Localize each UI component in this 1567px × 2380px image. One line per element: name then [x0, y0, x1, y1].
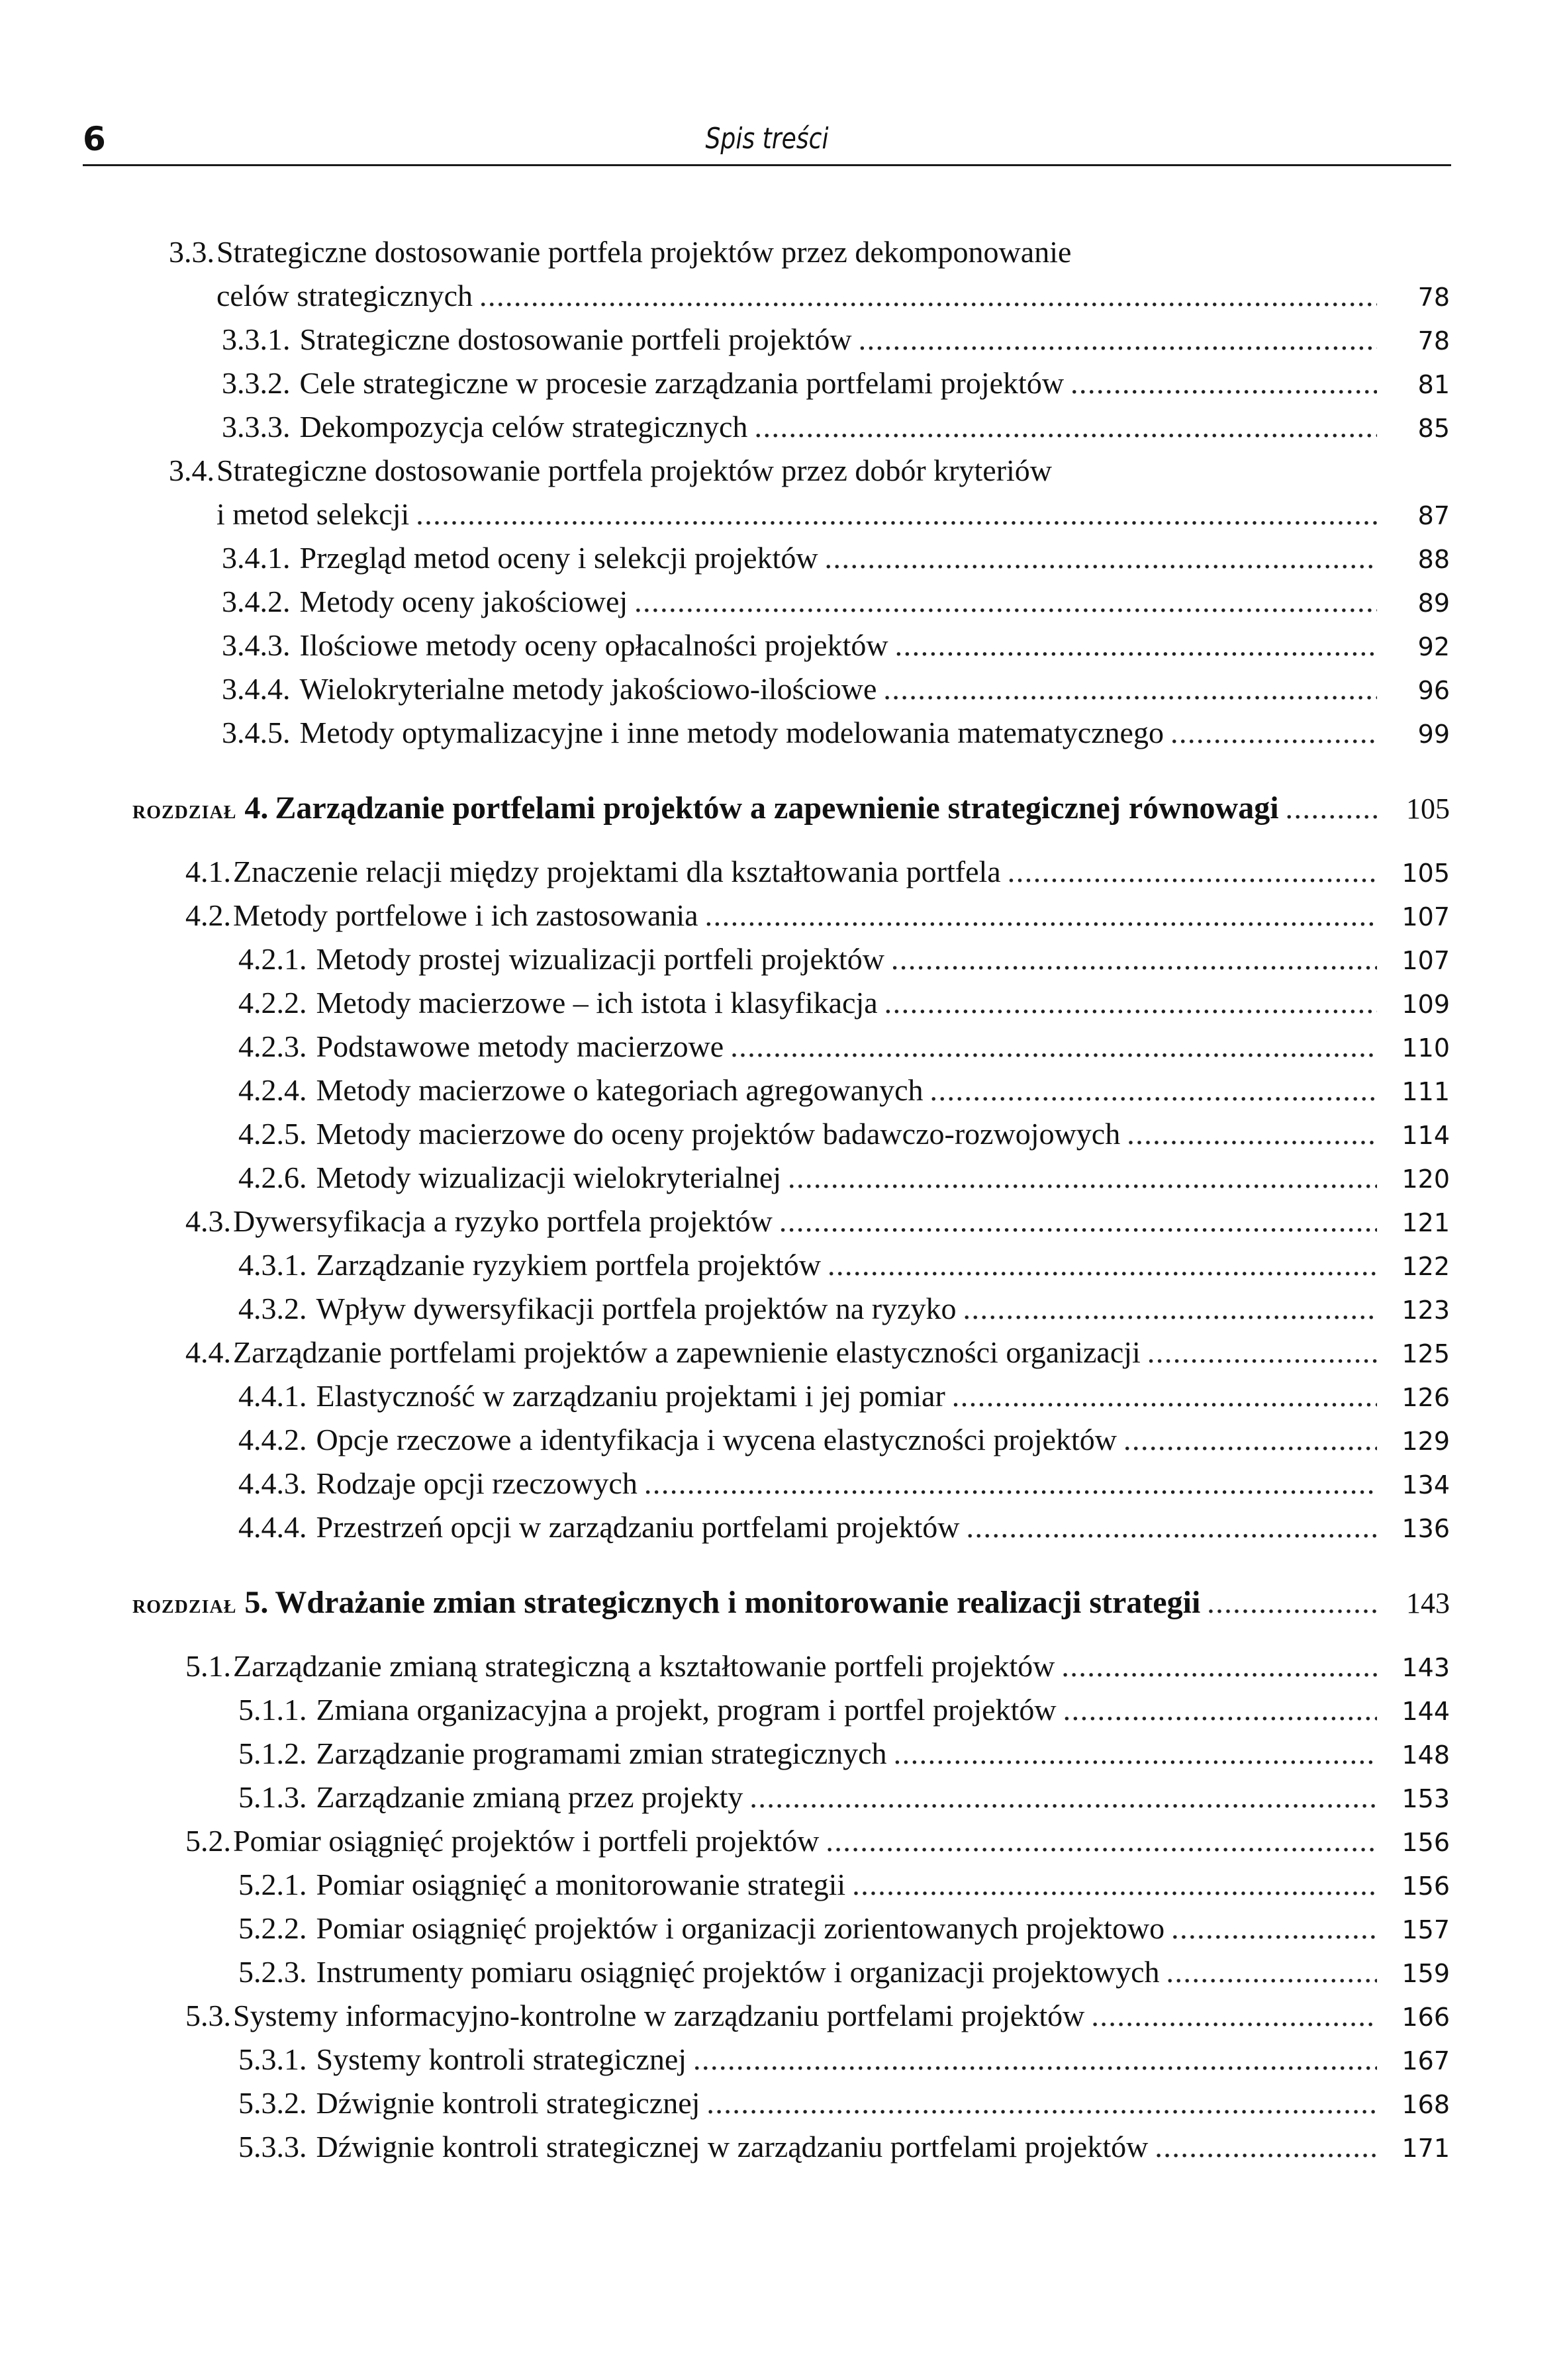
subsection-entry[interactable] [222, 667, 1450, 711]
dot-leader [1127, 1112, 1377, 1156]
subsection-entry[interactable] [238, 937, 1450, 981]
entry-page-number: 78 [1417, 283, 1450, 312]
section-entry[interactable] [185, 1644, 1450, 1688]
entry-title-wrap [238, 2038, 1377, 2081]
entry-number: 4.4.1. [238, 1379, 307, 1413]
entry-page-number: 109 [1401, 990, 1450, 1019]
dot-leader [1166, 1950, 1377, 1994]
dot-leader [730, 1025, 1377, 1069]
section-entry[interactable] [185, 850, 1450, 894]
dot-leader [1171, 1907, 1377, 1950]
entry-title-wrap [222, 536, 1377, 580]
entry-title: Metody optymalizacyjne i inne metody modelowania matematycznego [299, 716, 1164, 749]
entry-title: Instrumenty pomiaru osiągnięć projektów i organizacji projektowych [316, 1955, 1160, 1989]
entry-title: Pomiar osiągnięć a monitorowanie strategii [316, 1868, 846, 1901]
dot-leader [788, 1156, 1377, 1200]
entry-title-wrap [238, 1950, 1377, 1994]
entry-title: Dywersyfikacja a ryzyko portfela projektów [233, 1204, 773, 1238]
dot-leader [479, 274, 1377, 318]
entry-page-number: 92 [1417, 632, 1450, 661]
dot-leader [952, 1374, 1377, 1418]
entry-title-continuation: celów strategicznych [216, 279, 473, 312]
section-entry[interactable] [185, 1819, 1450, 1863]
subsection-entry[interactable] [238, 1863, 1450, 1907]
entry-title: Zarządzanie ryzykiem portfela projektów [316, 1248, 821, 1282]
entry-title-wrap [185, 1819, 1377, 1863]
dot-leader [779, 1200, 1377, 1243]
dot-leader [1147, 1331, 1377, 1374]
dot-leader [895, 624, 1377, 667]
entry-title-wrap [238, 1505, 1377, 1549]
subsection-entry[interactable] [238, 1287, 1450, 1331]
chapter-entry[interactable] [132, 1581, 1450, 1625]
subsection-entry[interactable] [222, 405, 1450, 449]
entry-page-number: 87 [1417, 501, 1450, 530]
entry-page-number: 166 [1401, 2003, 1450, 2032]
subsection-entry[interactable] [238, 1950, 1450, 1994]
chapter-entry[interactable] [132, 786, 1450, 830]
entry-title-wrap [222, 361, 1377, 405]
entry-number: 4.2.1. [238, 942, 307, 976]
entry-title: Metody macierzowe o kategoriach agregowanych [316, 1073, 924, 1107]
entry-title-wrap [132, 786, 1377, 835]
entry-number: 5.2. [185, 1824, 231, 1858]
entry-title: Cele strategiczne w procesie zarządzania portfelami projektów [299, 366, 1065, 400]
entry-continuation[interactable] [216, 274, 1450, 318]
subsection-entry[interactable] [222, 580, 1450, 624]
page-header [83, 114, 1451, 167]
entry-page-number: 120 [1401, 1165, 1450, 1194]
dot-leader [1123, 1418, 1377, 1462]
entry-title: Metody oceny jakościowej [299, 585, 628, 618]
entry-number: 4.3.2. [238, 1292, 307, 1325]
section-entry[interactable] [169, 449, 1450, 493]
section-entry[interactable] [185, 1200, 1450, 1243]
entry-title: Dekompozycja celów strategicznych [299, 410, 748, 444]
dot-leader [883, 667, 1377, 711]
subsection-entry[interactable] [238, 981, 1450, 1025]
entry-title: Strategiczne dostosowanie portfela projektów przez dekomponowanie [216, 235, 1072, 269]
entry-title: Przestrzeń opcji w zarządzaniu portfelami projektów [316, 1510, 960, 1544]
entry-page-number: 110 [1401, 1033, 1450, 1063]
subsection-entry[interactable] [238, 1069, 1450, 1112]
entry-title: Elastyczność w zarządzaniu projektami i jej pomiar [316, 1379, 945, 1413]
subsection-entry[interactable] [238, 2038, 1450, 2081]
section-entry[interactable] [185, 1331, 1450, 1374]
subsection-entry[interactable] [238, 1776, 1450, 1819]
dot-leader [826, 1819, 1377, 1863]
entry-number: 3.3.3. [222, 410, 291, 444]
subsection-entry[interactable] [238, 1418, 1450, 1462]
entry-page-number: 148 [1401, 1740, 1450, 1770]
entry-title-wrap [185, 1644, 1377, 1688]
dot-leader [894, 1732, 1377, 1776]
dot-leader [1207, 1581, 1377, 1625]
dot-leader [416, 493, 1377, 536]
entry-number: 4.4.4. [238, 1510, 307, 1544]
entry-title-wrap [238, 2125, 1377, 2169]
entry-title: Pomiar osiągnięć projektów i portfeli projektów [233, 1824, 820, 1858]
section-entry[interactable] [185, 894, 1450, 937]
entry-title: Systemy kontroli strategicznej [316, 2042, 687, 2076]
subsection-entry[interactable] [238, 1462, 1450, 1505]
entry-page-number: 107 [1401, 902, 1450, 931]
dot-leader [705, 894, 1377, 937]
entry-title-wrap [238, 1688, 1377, 1732]
dot-leader [828, 1243, 1377, 1287]
chapter-label: ROZDZIAŁ [132, 802, 237, 823]
entry-title: Dźwignie kontroli strategicznej [316, 2086, 700, 2120]
entry-number: 4.2.3. [238, 1029, 307, 1063]
entry-number: 5.3.2. [238, 2086, 307, 2120]
entry-page-number: 156 [1401, 1872, 1450, 1901]
entry-title-wrap [238, 1907, 1377, 1950]
dot-leader [966, 1505, 1377, 1549]
entry-title-wrap [238, 1069, 1377, 1112]
entry-title: Zarządzanie portfelami projektów a zapewnienie strategicznej równowagi [275, 790, 1279, 826]
entry-page-number: 111 [1401, 1077, 1450, 1106]
entry-number: 3.4.4. [222, 672, 291, 706]
dot-leader [1286, 786, 1377, 830]
entry-title: Wdrażanie zmian strategicznych i monitorowanie realizacji strategii [275, 1585, 1201, 1620]
entry-title-wrap [238, 1863, 1377, 1907]
entry-page-number: 167 [1401, 2046, 1450, 2075]
entry-page-number: 171 [1401, 2134, 1450, 2163]
entry-title-wrap [185, 1200, 1377, 1243]
entry-page-number: 121 [1401, 1208, 1450, 1237]
dot-leader [963, 1287, 1377, 1331]
entry-title: Podstawowe metody macierzowe [316, 1029, 724, 1063]
entry-title-wrap [222, 667, 1377, 711]
entry-number: 4.3. [185, 1204, 231, 1238]
entry-title: Zarządzanie portfelami projektów a zapewnienie elastyczności organizacji [233, 1335, 1141, 1369]
subsection-entry[interactable] [222, 624, 1450, 667]
entry-title-wrap [238, 1243, 1377, 1287]
entry-title: Metody prostej wizualizacji portfeli projektów [316, 942, 884, 976]
dot-leader [930, 1069, 1377, 1112]
entry-title: Pomiar osiągnięć projektów i organizacji zorientowanych projektowo [316, 1911, 1165, 1945]
entry-number: 3.4.1. [222, 541, 291, 575]
subsection-entry[interactable] [222, 318, 1450, 361]
entry-number: 3.3. [169, 235, 214, 269]
entry-title: Metody macierzowe do oceny projektów badawczo-rozwojowych [316, 1117, 1121, 1151]
entry-number: 5.3.1. [238, 2042, 307, 2076]
dot-leader [754, 405, 1377, 449]
running-title: Spis treści [705, 122, 829, 156]
entry-number: 4.4.2. [238, 1423, 307, 1456]
entry-title: Opcje rzeczowe a identyfikacja i wycena elastyczności projektów [316, 1423, 1117, 1456]
dot-leader [891, 937, 1377, 981]
entry-number: 5.1.3. [238, 1780, 307, 1814]
subsection-entry[interactable] [222, 711, 1450, 755]
entry-title-wrap [238, 981, 1377, 1025]
entry-title-wrap [185, 850, 1377, 894]
section-entry[interactable] [185, 1994, 1450, 2038]
subsection-entry[interactable] [222, 536, 1450, 580]
dot-leader [634, 580, 1377, 624]
entry-page-number: 78 [1417, 326, 1450, 356]
entry-title: Przegląd metod oceny i selekcji projektów [299, 541, 818, 575]
entry-title-wrap [222, 318, 1377, 361]
entry-page-number: 125 [1401, 1339, 1450, 1368]
entry-title-wrap [222, 624, 1377, 667]
entry-title-wrap [185, 1994, 1377, 2038]
dot-leader [644, 1462, 1377, 1505]
entry-title: Zarządzanie zmianą strategiczną a kształtowanie portfeli projektów [233, 1649, 1055, 1683]
subsection-entry[interactable] [238, 1688, 1450, 1732]
entry-title-wrap [238, 1732, 1377, 1776]
entry-number: 5.1.1. [238, 1693, 307, 1727]
entry-number: 4.3.1. [238, 1248, 307, 1282]
entry-page-number: 99 [1417, 720, 1450, 749]
entry-number: 5.1. [185, 1649, 231, 1683]
subsection-entry[interactable] [238, 1243, 1450, 1287]
entry-title-wrap [222, 711, 1377, 755]
entry-number: 4.1. [185, 855, 231, 888]
entry-number: 5.2.3. [238, 1955, 307, 1989]
entry-title-wrap [216, 274, 1377, 318]
entry-title: Znaczenie relacji między projektami dla kształtowania portfela [233, 855, 1001, 888]
entry-number: 3.4.2. [222, 585, 291, 618]
dot-leader [693, 2038, 1377, 2081]
entry-page-number: 143 [1406, 1587, 1450, 1619]
entry-title-wrap [222, 580, 1377, 624]
entry-title-continuation: i metod selekcji [216, 497, 410, 531]
dot-leader [884, 981, 1377, 1025]
subsection-entry[interactable] [238, 1112, 1450, 1156]
header-rule [83, 164, 1451, 166]
entry-page-number: 144 [1401, 1697, 1450, 1726]
entry-page-number: 136 [1401, 1514, 1450, 1543]
section-entry[interactable] [169, 230, 1450, 274]
entry-number: 4.2.2. [238, 986, 307, 1020]
entry-page-number: 157 [1401, 1915, 1450, 1944]
dot-leader [1070, 361, 1377, 405]
entry-page-number: 107 [1401, 946, 1450, 975]
dot-leader [706, 2081, 1377, 2125]
entry-title-wrap [238, 1112, 1377, 1156]
entry-page-number: 96 [1417, 676, 1450, 705]
entry-page-number: 129 [1401, 1427, 1450, 1456]
entry-page-number: 134 [1401, 1470, 1450, 1499]
subsection-entry[interactable] [238, 1505, 1450, 1549]
entry-title: Metody macierzowe – ich istota i klasyfikacja [316, 986, 878, 1020]
entry-title-wrap [132, 1581, 1377, 1629]
entry-page-number: 88 [1417, 545, 1450, 574]
entry-number: 4.4. [185, 1335, 231, 1369]
entry-page-number: 81 [1417, 370, 1450, 399]
entry-title-wrap [238, 1776, 1377, 1819]
entry-title-wrap [238, 1374, 1377, 1418]
subsection-entry[interactable] [238, 1907, 1450, 1950]
entry-number: 5. [244, 1585, 269, 1620]
entry-title: Wpływ dywersyfikacji portfela projektów na ryzyko [316, 1292, 957, 1325]
entry-page-number: 153 [1401, 1784, 1450, 1813]
subsection-entry[interactable] [238, 2125, 1450, 2169]
entry-title-wrap [185, 894, 1377, 937]
subsection-entry[interactable] [222, 361, 1450, 405]
entry-title-wrap [238, 2081, 1377, 2125]
entry-number: 5.2.1. [238, 1868, 307, 1901]
entry-number: 3.4. [169, 453, 214, 487]
entry-title: Zarządzanie zmianą przez projekty [316, 1780, 743, 1814]
entry-title-wrap [238, 1418, 1377, 1462]
dot-leader [1063, 1688, 1377, 1732]
dot-leader [749, 1776, 1377, 1819]
entry-page-number: 123 [1401, 1296, 1450, 1325]
entry-title-wrap [238, 1462, 1377, 1505]
subsection-entry[interactable] [238, 1374, 1450, 1418]
entry-number: 4.2.5. [238, 1117, 307, 1151]
dot-leader [859, 318, 1377, 361]
entry-page-number: 122 [1401, 1252, 1450, 1281]
entry-title: Strategiczne dostosowanie portfeli projektów [299, 322, 852, 356]
entry-title-wrap [222, 405, 1377, 449]
subsection-entry[interactable] [238, 1732, 1450, 1776]
entry-page-number: 159 [1401, 1959, 1450, 1988]
entry-page-number: 156 [1401, 1828, 1450, 1857]
entry-title-wrap [216, 493, 1377, 536]
entry-title-wrap [185, 1331, 1377, 1374]
subsection-entry[interactable] [238, 1156, 1450, 1200]
entry-page-number: 105 [1401, 859, 1450, 888]
subsection-entry[interactable] [238, 2081, 1450, 2125]
entry-title-wrap [238, 1156, 1377, 1200]
entry-title: Zarządzanie programami zmian strategicznych [316, 1737, 887, 1770]
subsection-entry[interactable] [238, 1025, 1450, 1069]
dot-leader [1061, 1644, 1377, 1688]
entry-number: 4.4.3. [238, 1466, 307, 1500]
dot-leader [1155, 2125, 1377, 2169]
dot-leader [825, 536, 1377, 580]
entry-title: Ilościowe metody oceny opłacalności projektów [299, 628, 888, 662]
entry-page-number: 105 [1406, 792, 1450, 825]
entry-title: Systemy informacyjno-kontrolne w zarządzaniu portfelami projektów [233, 1999, 1085, 2032]
chapter-label: ROZDZIAŁ [132, 1597, 237, 1617]
entry-page-number: 126 [1401, 1383, 1450, 1412]
dot-leader [1008, 850, 1377, 894]
dot-leader [852, 1863, 1377, 1907]
entry-page-number: 89 [1417, 589, 1450, 618]
entry-title: Zmiana organizacyjna a projekt, program i portfel projektów [316, 1693, 1057, 1727]
entry-number: 3.4.5. [222, 716, 291, 749]
entry-page-number: 143 [1401, 1653, 1450, 1682]
entry-title-wrap [238, 1287, 1377, 1331]
entry-title: Metody portfelowe i ich zastosowania [233, 898, 698, 932]
entry-page-number: 85 [1417, 414, 1450, 443]
entry-title: Metody wizualizacji wielokryterialnej [316, 1161, 782, 1194]
entry-title: Strategiczne dostosowanie portfela projektów przez dobór kryteriów [216, 453, 1053, 487]
entry-continuation[interactable] [216, 493, 1450, 536]
dot-leader [1170, 711, 1377, 755]
entry-title-wrap [238, 937, 1377, 981]
entry-title-wrap [169, 230, 1450, 274]
entry-title: Rodzaje opcji rzeczowych [316, 1466, 638, 1500]
entry-number: 4.2. [185, 898, 231, 932]
entry-page-number: 168 [1401, 2090, 1450, 2119]
dot-leader [1091, 1994, 1377, 2038]
entry-number: 5.2.2. [238, 1911, 307, 1945]
entry-number: 3.4.3. [222, 628, 291, 662]
entry-number: 5.3. [185, 1999, 231, 2032]
entry-number: 3.3.2. [222, 366, 291, 400]
entry-title-wrap [169, 449, 1450, 493]
entry-number: 4. [244, 790, 269, 826]
entry-title: Dźwignie kontroli strategicznej w zarządzaniu portfelami projektów [316, 2130, 1149, 2164]
entry-number: 4.2.4. [238, 1073, 307, 1107]
entry-number: 5.3.3. [238, 2130, 307, 2164]
entry-number: 5.1.2. [238, 1737, 307, 1770]
page-number: 6 [83, 120, 106, 158]
entry-number: 4.2.6. [238, 1161, 307, 1194]
entry-number: 3.3.1. [222, 322, 291, 356]
entry-page-number: 114 [1401, 1121, 1450, 1150]
entry-title-wrap [238, 1025, 1377, 1069]
entry-title: Wielokryterialne metody jakościowo-ilościowe [299, 672, 877, 706]
